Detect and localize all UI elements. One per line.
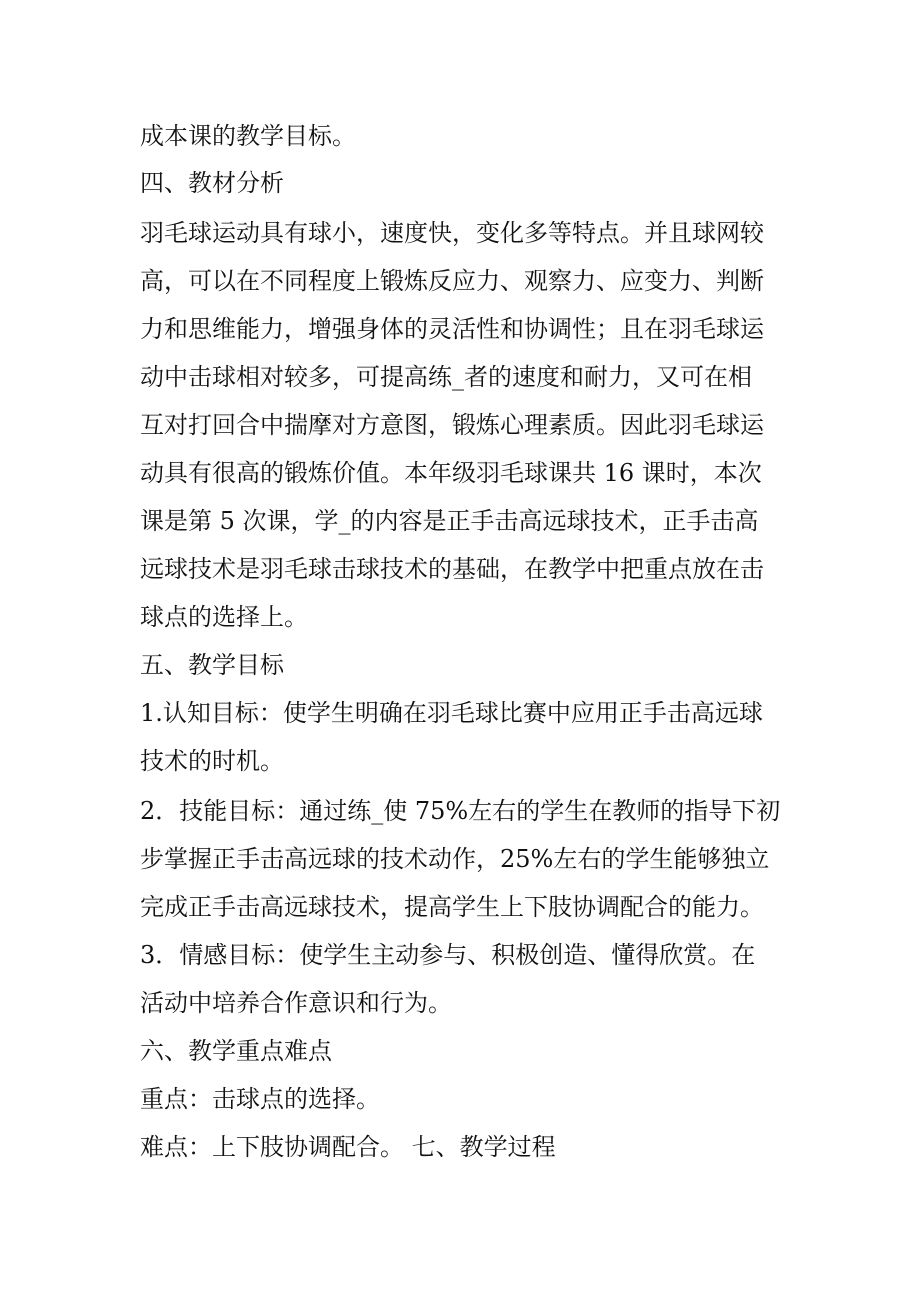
section-heading: 五、教学目标	[140, 651, 284, 679]
text-line: 完成正手击高远球技术，提高学生上下肢协调配合的能力。	[140, 893, 764, 921]
text-line: 难点：上下肢协调配合。 七、教学过程	[140, 1133, 556, 1161]
text-line: 力和思维能力，增强身体的灵活性和协调性；且在羽毛球运	[140, 315, 764, 343]
text-line: 课是第 5 次课，学_的内容是正手击高远球技术，正手击高	[140, 507, 759, 535]
section-heading: 六、教学重点难点	[140, 1037, 332, 1065]
text-line: 成本课的教学目标。	[140, 122, 356, 150]
text-line: 3．情感目标：使学生主动参与、积极创造、懂得欣赏。在	[140, 941, 756, 969]
text-line: 动具有很高的锻炼价值。本年级羽毛球课共 16 课时，本次	[140, 459, 762, 487]
text-line: 步掌握正手击高远球的技术动作，25%左右的学生能够独立	[140, 845, 770, 873]
section-heading: 四、教材分析	[140, 169, 284, 197]
text-line: 远球技术是羽毛球击球技术的基础，在教学中把重点放在击	[140, 555, 764, 583]
text-line: 技术的时机。	[140, 747, 284, 775]
text-line: 高，可以在不同程度上锻炼反应力、观察力、应变力、判断	[140, 267, 764, 295]
text-line: 2．技能目标：通过练_使 75%左右的学生在教师的指导下初	[140, 797, 781, 825]
text-line: 互对打回合中揣摩对方意图，锻炼心理素质。因此羽毛球运	[140, 411, 764, 439]
text-line: 球点的选择上。	[140, 603, 308, 631]
text-line: 羽毛球运动具有球小，速度快，变化多等特点。并且球网较	[140, 219, 764, 247]
text-line: 1.认知目标：使学生明确在羽毛球比赛中应用正手击高远球	[140, 699, 763, 727]
text-line: 动中击球相对较多，可提高练_者的速度和耐力，又可在相	[140, 363, 752, 391]
text-line: 重点：击球点的选择。	[140, 1085, 380, 1113]
text-line: 活动中培养合作意识和行为。	[140, 989, 452, 1017]
